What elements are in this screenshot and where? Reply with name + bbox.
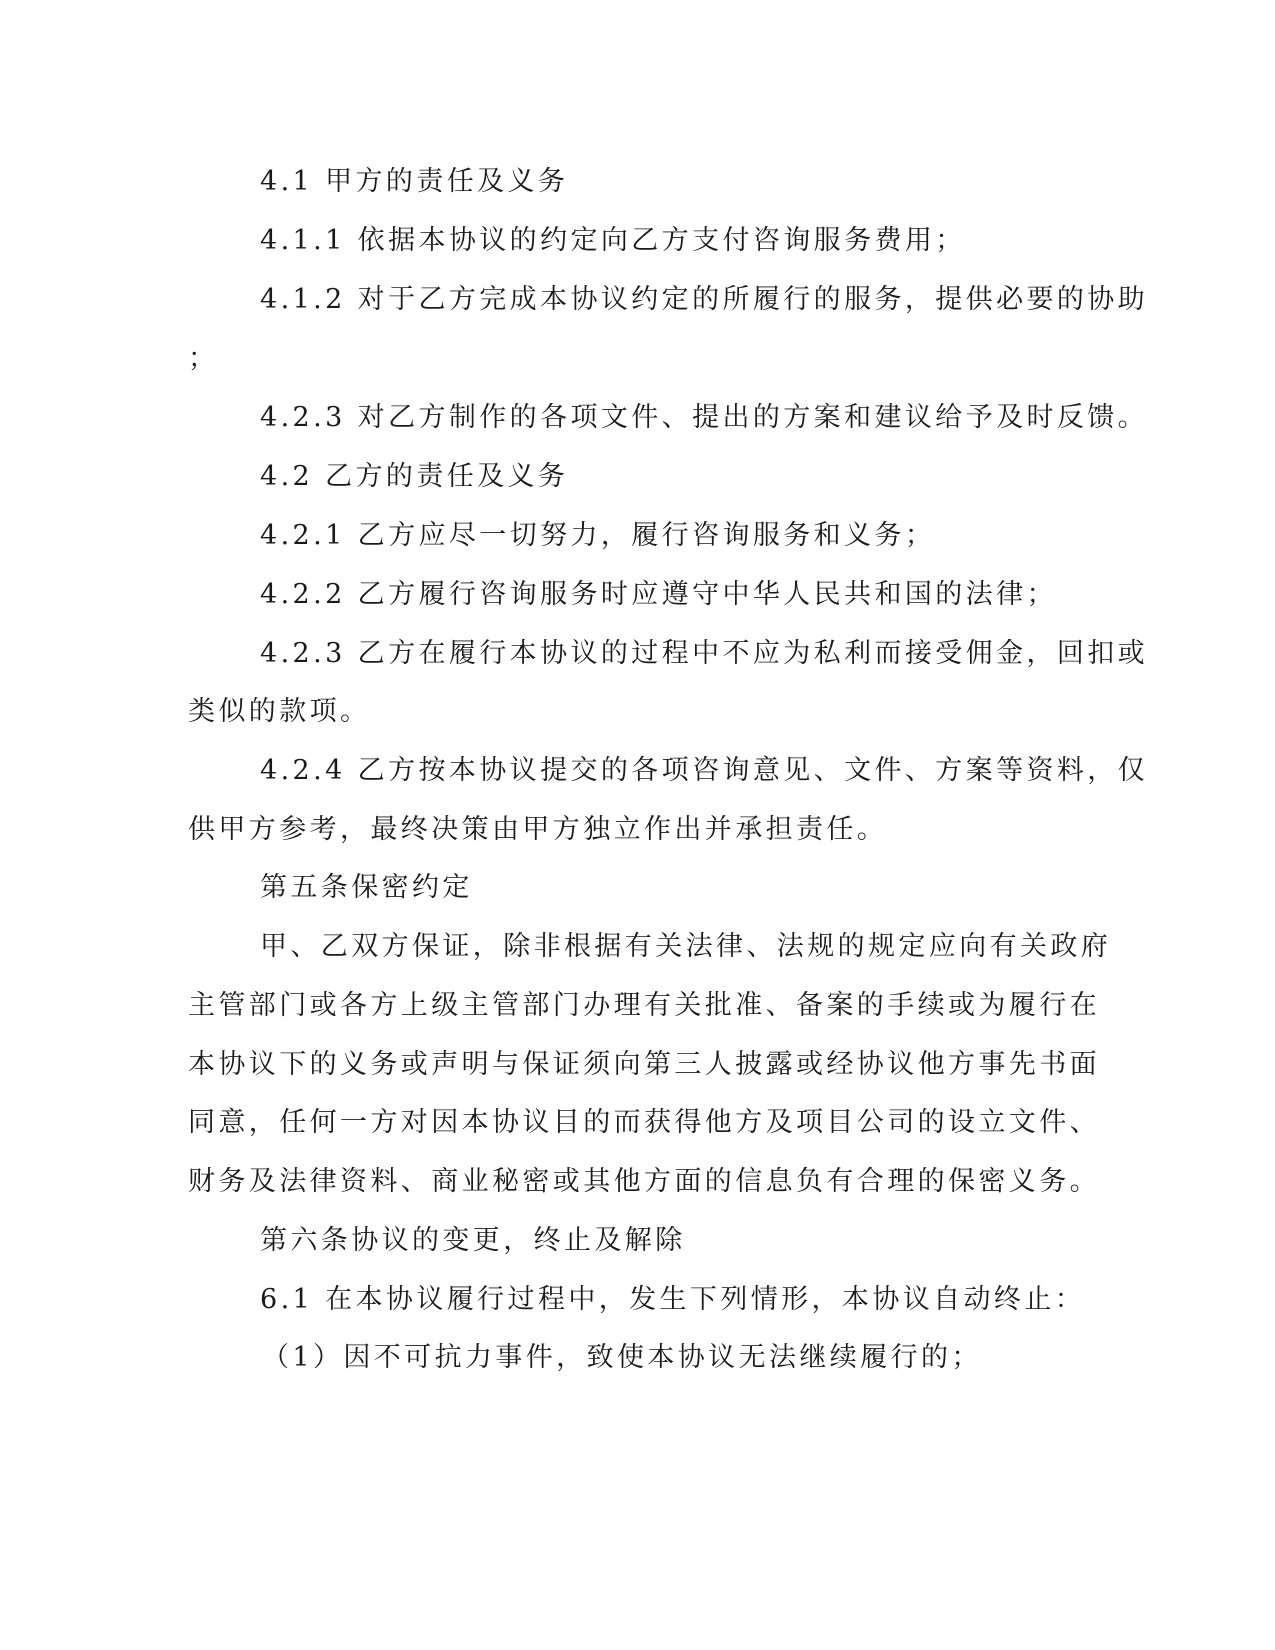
clause-4-1-1: 4.1.1 依据本协议的约定向乙方支付咨询服务费用；: [260, 225, 966, 256]
article-5-body-line-3: 本协议下的义务或声明与保证须向第三人披露或经协议他方事先书面: [188, 1049, 1100, 1080]
article-5-body-line-4: 同意，任何一方对因本协议目的而获得他方及项目公司的设立文件、: [188, 1107, 1100, 1138]
clause-6-1-item-1: （1）因不可抗力事件，致使本协议无法继续履行的；: [262, 1342, 982, 1373]
clause-4-1-2-continued: ；: [188, 343, 219, 374]
clause-4-2-3-b-continued: 类似的款项。: [188, 696, 371, 727]
article-5-heading: 第五条保密约定: [260, 872, 473, 903]
article-5-body-line-1: 甲、乙双方保证，除非根据有关法律、法规的规定应向有关政府: [260, 931, 1112, 962]
article-5-body-line-2: 主管部门或各方上级主管部门办理有关批准、备案的手续或为履行在: [188, 990, 1100, 1021]
clause-4-2-1: 4.2.1 乙方应尽一切努力，履行咨询服务和义务；: [260, 520, 936, 551]
article-5-body-line-5: 财务及法律资料、商业秘密或其他方面的信息负有合理的保密义务。: [188, 1166, 1100, 1197]
article-6-heading: 第六条协议的变更，终止及解除: [260, 1225, 686, 1256]
section-heading-4-1: 4.1 甲方的责任及义务: [260, 166, 569, 197]
section-heading-4-2: 4.2 乙方的责任及义务: [260, 461, 569, 492]
clause-4-2-4-continued: 供甲方参考，最终决策由甲方独立作出并承担责任。: [188, 814, 888, 845]
clause-4-2-2: 4.2.2 乙方履行咨询服务时应遵守中华人民共和国的法律；: [260, 579, 1057, 610]
clause-6-1: 6.1 在本协议履行过程中，发生下列情形，本协议自动终止：: [260, 1284, 1086, 1315]
clause-4-2-3-b: 4.2.3 乙方在履行本协议的过程中不应为私利而接受佣金，回扣或: [260, 638, 1149, 669]
clause-4-1-2: 4.1.2 对于乙方完成本协议约定的所履行的服务，提供必要的协助: [260, 284, 1149, 315]
clause-4-2-4: 4.2.4 乙方按本协议提交的各项咨询意见、文件、方案等资料，仅: [260, 755, 1149, 786]
clause-4-2-3-a: 4.2.3 对乙方制作的各项文件、提出的方案和建议给予及时反馈。: [260, 402, 1149, 433]
